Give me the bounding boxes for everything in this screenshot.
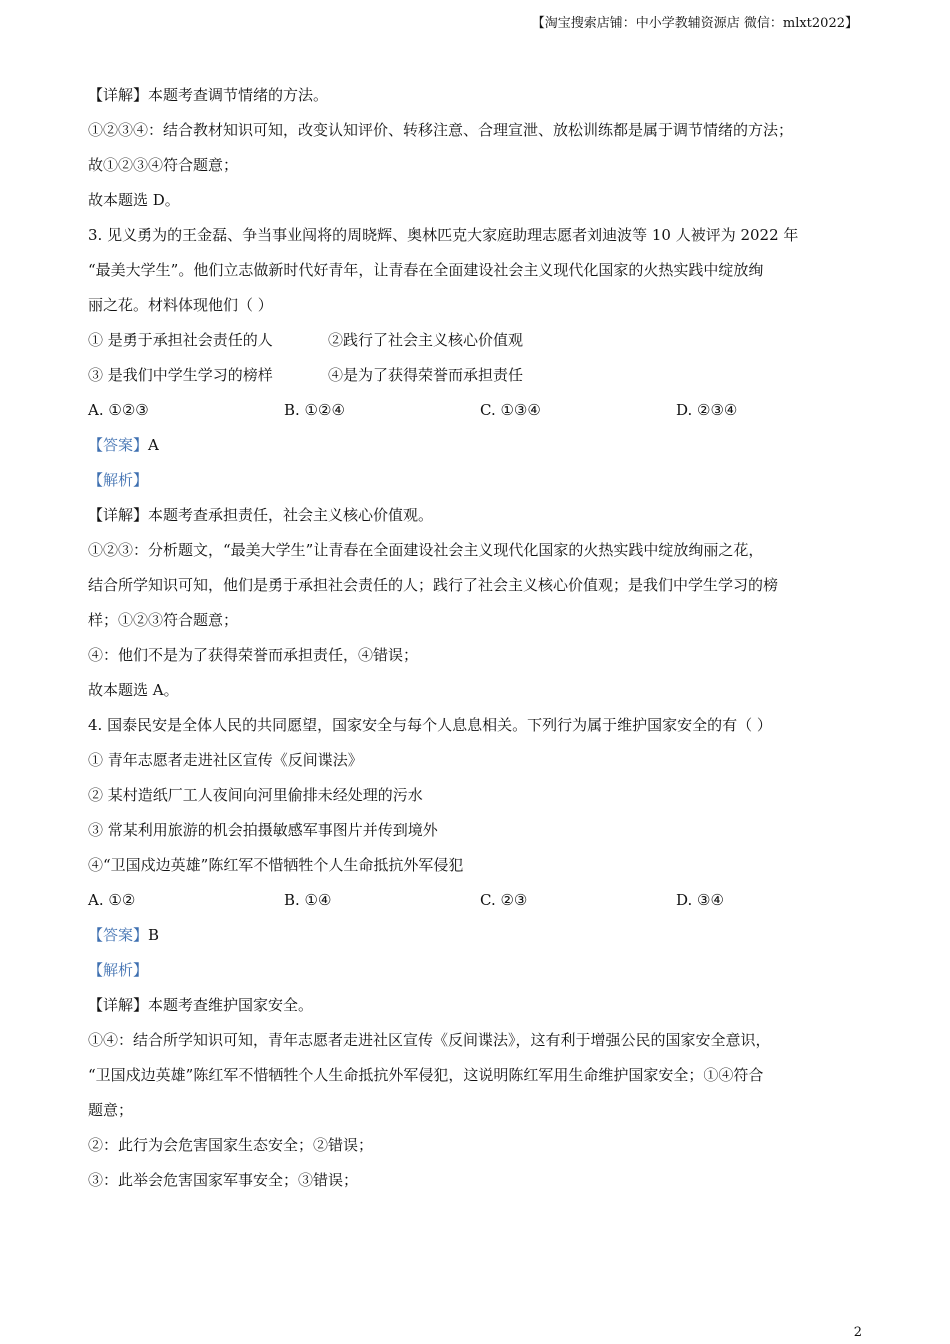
q3-option-a: A. ①②③ (88, 401, 149, 419)
q4-item-1: ① 青年志愿者走进社区宣传《反间谍法》 (88, 751, 363, 769)
q2-detail: 【详解】本题考查调节情绪的方法。 (88, 86, 329, 104)
q3-item-2: ②践行了社会主义核心价值观 (328, 331, 524, 349)
q2-conclusion: 故①②③④符合题意； (88, 156, 239, 174)
q3-item-1: ① 是勇于承担社会责任的人 (88, 331, 273, 349)
q4-analysis-3: 题意； (88, 1101, 134, 1119)
q3-items-row-1 (88, 323, 873, 358)
q3-options (88, 393, 873, 428)
page-header: 【淘宝搜索店铺：中小学教辅资源店 微信：mlxt2022】 (531, 16, 858, 31)
q3-option-b: B. ①②④ (284, 401, 345, 419)
q3-analysis-1: ①②③：分析题文，“最美大学生”让青春在全面建设社会主义现代化国家的火热实践中绽放绚丽之花， (88, 541, 764, 559)
q4-options (88, 883, 873, 918)
q4-answer-value: B (148, 926, 160, 944)
q3-answer (88, 428, 873, 463)
q4-answer-label: 【答案】 (88, 926, 149, 944)
q4-item-2: ② 某村造纸厂工人夜间向河里偷排未经处理的污水 (88, 786, 423, 804)
page-number: 2 (853, 1325, 862, 1340)
q3-items-row-2 (88, 358, 873, 393)
q3-item-3: ③ 是我们中学生学习的榜样 (88, 366, 273, 384)
q4-option-b: B. ①④ (284, 891, 332, 909)
q4-analysis-4: ②：此行为会危害国家生态安全；②错误； (88, 1136, 374, 1154)
q3-answer-label: 【答案】 (88, 436, 149, 454)
q4-item-4: ④“卫国戍边英雄”陈红军不惜牺牲个人生命抵抗外军侵犯 (88, 856, 464, 874)
q3-analysis-label: 【解析】 (88, 471, 149, 489)
q3-stem-1: 3. 见义勇为的王金磊、争当事业闯将的周晓辉、奥林匹克大家庭助理志愿者刘迪波等 10 人被评为 2022 年 (88, 226, 799, 244)
q3-analysis-4: ④：他们不是为了获得荣誉而承担责任，④错误； (88, 646, 419, 664)
q4-analysis-1: ①④：结合所学知识可知，青年志愿者走进社区宣传《反间谍法》，这有利于增强公民的国家安全意识， (88, 1031, 771, 1049)
document-body (88, 78, 873, 1198)
q3-stem-2: “最美大学生”。他们立志做新时代好青年，让青春在全面建设社会主义现代化国家的火热实践中绽放绚 (88, 261, 764, 279)
q4-analysis-5: ③：此举会危害国家军事安全；③错误； (88, 1171, 359, 1189)
q2-answer-line: 故本题选 D。 (88, 191, 180, 209)
q4-detail: 【详解】本题考查维护国家安全。 (88, 996, 314, 1014)
q3-detail: 【详解】本题考查承担责任，社会主义核心价值观。 (88, 506, 434, 524)
q3-item-4: ④是为了获得荣誉而承担责任 (328, 366, 524, 384)
q2-analysis: ①②③④：结合教材知识可知，改变认知评价、转移注意、合理宣泄、放松训练都是属于调节情绪的方法； (88, 121, 794, 139)
q4-analysis-label: 【解析】 (88, 961, 149, 979)
q3-stem-3: 丽之花。材料体现他们（ ） (88, 296, 273, 314)
q4-answer (88, 918, 873, 953)
q3-analysis-5: 故本题选 A。 (88, 681, 179, 699)
q3-analysis-3: 样；①②③符合题意； (88, 611, 239, 629)
q4-item-3: ③ 常某利用旅游的机会拍摄敏感军事图片并传到境外 (88, 821, 438, 839)
q4-stem: 4. 国泰民安是全体人民的共同愿望，国家安全与每个人息息相关。下列行为属于维护国家安全的有（ ） (88, 716, 772, 734)
q4-option-a: A. ①② (88, 891, 136, 909)
q3-option-d: D. ②③④ (676, 401, 738, 419)
q4-analysis-2: “卫国戍边英雄”陈红军不惜牺牲个人生命抵抗外军侵犯，这说明陈红军用生命维护国家安全；①④符合 (88, 1066, 764, 1084)
q3-analysis-2: 结合所学知识可知，他们是勇于承担社会责任的人；践行了社会主义核心价值观；是我们中学生学习的榜 (88, 576, 779, 594)
q4-option-c: C. ②③ (480, 891, 528, 909)
q3-answer-value: A (148, 436, 159, 454)
q3-option-c: C. ①③④ (480, 401, 541, 419)
q4-option-d: D. ③④ (676, 891, 724, 909)
